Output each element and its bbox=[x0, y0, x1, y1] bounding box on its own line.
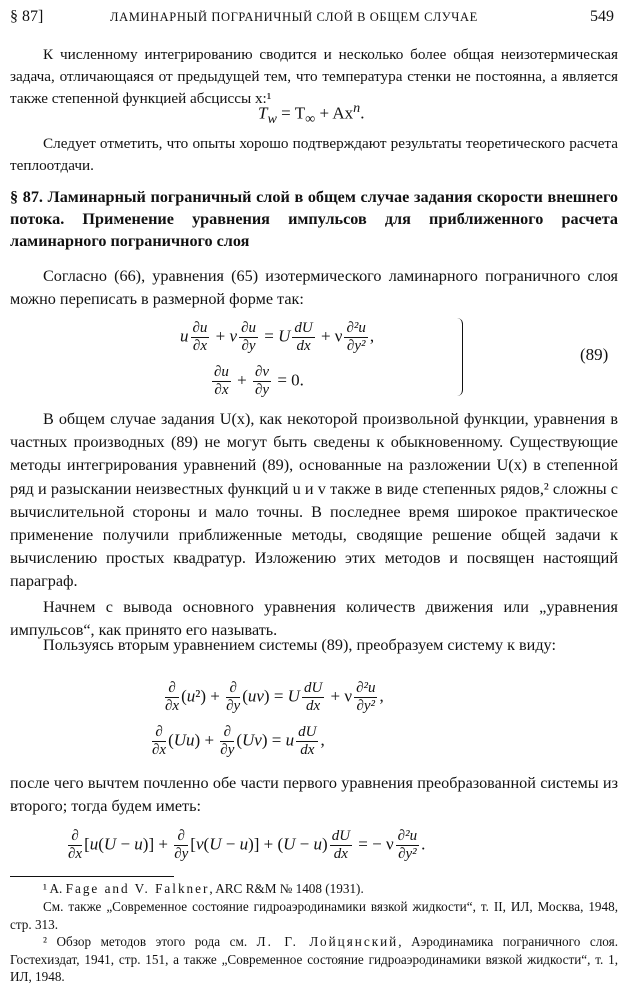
paragraph-intro: К численному интегрированию сводится и несколько более общая неизотермическая задача, отличающаяся от предыдущей тем, что температура стенки не постоянна, а является также степенной функцией абсциссы x:¹ bbox=[10, 46, 618, 107]
section-heading: § 87. Ламинарный пограничный слой в общем случае задания скорости внешнего потока. Применение уравнения импульсов для приближенного расчета ламинарного пограничного слоя bbox=[10, 188, 618, 250]
equation-transformed-1: $\frac{\partial}{\partial x}$ (u²) + $\frac{\partial}{\partial y}$ (uv) = U $\frac{dU}{dx}$ + ν $\frac{\text{∂²u}}{\text{∂y²}}$ , bbox=[165, 680, 384, 714]
paragraph-experiments: Следует отметить, что опыты хорошо подтверждают результаты теоретического расчета теплоотдачи. bbox=[10, 135, 618, 174]
equation-wall-temperature: $T_w = T_\infty + Ax^n$. bbox=[258, 100, 365, 128]
equation-89-continuity: $\frac{\partial u}{\partial x}$ + $\frac{\partial v}{\partial y}$ = 0. bbox=[214, 364, 304, 398]
equation-brace bbox=[454, 318, 463, 396]
equation-result: $\frac{\partial}{\partial x}$ [u(U − u)] + $\frac{\partial}{\partial y}$ [v(U − u)] + (U − u) $\frac{dU}{dx}$ = − ν $\frac{\text{∂²u}}{\text{∂y²}}$ . bbox=[68, 828, 426, 862]
equation-transformed-2: $\frac{\partial}{\partial x}$ (Uu) + $\frac{\partial}{\partial y}$ (Uv) = u $\frac{dU}{dx}$ , bbox=[152, 724, 325, 758]
paragraph-transform: Пользуясь вторым уравнением системы (89), преобразуем систему к виду: bbox=[43, 636, 556, 654]
footnote-1: ¹ A. Fage and V. Falkner, ARC R&M № 1408 (1931). bbox=[43, 881, 364, 896]
page-number: 549 bbox=[590, 8, 614, 25]
paragraph-momentum-equation: Начнем с вывода основного уравнения количеств движения или „уравнения импульсов“, как принято его называть. bbox=[10, 598, 618, 640]
footnote-separator bbox=[10, 876, 174, 877]
paragraph-general-case: В общем случае задания U(x), как некоторой произвольной функции, уравнения в частных производных (89) не могут быть сведены к обыкновенному. Существующие методы интегрирования уравнений (89), основанные на разложении U(x) в степенной ряд и разыскании неизвестных функций u и v также в виде степенных рядов,² сложны с вычислительной стороны и мало точны. В последнее время широкое практическое применение получили приближенные методы, сводящие решение общей задачи к вычислению простых квадратур. Изложению этих методов и посвящен настоящий параграф. bbox=[10, 410, 618, 591]
footnote-2: ² Обзор методов этого рода см. Л. Г. Лойцянский, Аэродинамика пограничного слоя. Гостехиздат, 1941, стр. 151, а также „Современное состояние гидроаэродинамики вязкой жидкости“, т. 1, ИЛ, 1948. bbox=[10, 934, 618, 984]
equation-89-momentum: u $\frac{\partial u}{\partial x}$ + v $\frac{\partial u}{\partial y}$ = U $\frac{dU}{dx}$ + ν $\frac{\text{∂²u}}{\text{∂y²}}$ , bbox=[180, 320, 375, 354]
footnote-1-continued: См. также „Современное состояние гидроаэродинамики вязкой жидкости“, т. II, ИЛ, Москва, 1948, стр. 313. bbox=[10, 899, 618, 932]
header-title: ЛАМИНАРНЫЙ ПОГРАНИЧНЫЙ СЛОЙ В ОБЩЕМ СЛУЧАЕ bbox=[110, 10, 478, 24]
header-section: § 87] bbox=[10, 8, 44, 25]
equation-number-89: (89) bbox=[580, 345, 609, 364]
paragraph-subtract: после чего вычтем почленно обе части первого уравнения преобразованной системы из второго; тогда будем иметь: bbox=[10, 774, 618, 816]
running-header bbox=[10, 8, 614, 30]
paragraph-equations-intro: Согласно (66), уравнения (65) изотермического ламинарного пограничного слоя можно переписать в размерной форме так: bbox=[10, 267, 618, 309]
